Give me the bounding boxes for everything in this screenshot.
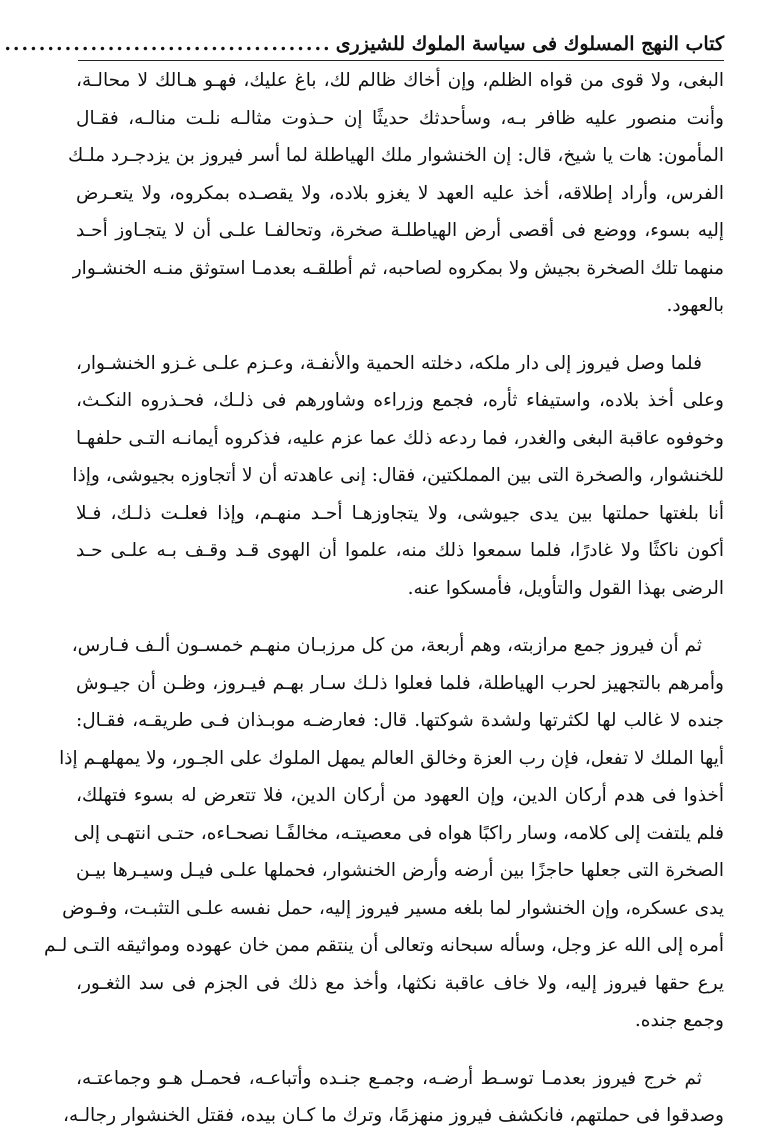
text-line: وأنت منصور عليه ظافر بـه، وسأحدثك حديثًا إن حـذوت مثالـه نلـت منالـه، فقـال: [76, 100, 724, 138]
text-line: الرضى بهذا القول والتأويل، فأمسكوا عنه.: [76, 570, 724, 608]
text-line: منهما تلك الصخرة بجيش ولا بمكروه لصاحبه، ثم أطلقـه بعدمـا استوثق منـه الخنشـوار: [76, 250, 724, 288]
text-line: الصخرة التى جعلها حاجزًا بين أرضه وأرض الخنشوار، فحملها علـى فيـل وسيـرها بيـن: [76, 852, 724, 890]
text-line: وصدقوا فى حملتهم، فانكشف فيروز منهزمًا، وترك ما كـان بيده، فقتل الخنشوار رجالـه،: [76, 1097, 724, 1135]
text-line: جنده لا غالب لها لكثرتها ولشدة شوكتها. قال: فعارضـه موبـذان فـى طريقـه، فقـال:: [76, 702, 724, 740]
text-line: ثم أن فيروز جمع مرازبته، وهم أربعة، من كل مرزبـان منهـم خمسـون ألـف فـارس،: [76, 627, 724, 665]
text-line: وأمرهم بالتجهيز لحرب الهياطلة، فلما فعلوا ذلـك سـار بهـم فيـروز، وظـن أن جيـوش: [76, 665, 724, 703]
text-line: المأمون: هات يا شيخ، قال: إن الخنشوار ملك الهياطلة لما أسر فيروز بن يزدجـرد ملـك: [76, 137, 724, 175]
paragraph-2: [76, 345, 724, 608]
text-line: وجمع جنده.: [76, 1002, 724, 1040]
text-line: وخوفوه عاقبة البغى والغدر، فما ردعه ذلك عما عزم عليه، فذكروه أيمانـه التـى حلفهـا: [76, 420, 724, 458]
text-line: فلم يلتفت إلى كلامه، وسار راكبًا هواه فى معصيتـه، مخالفًـا نصحـاءه، حتـى انتهـى إلى: [76, 815, 724, 853]
text-line: بالعهود.: [76, 287, 724, 325]
paragraph-3: [76, 627, 724, 1040]
text-line: إليه بسوء، ووضع فى أقصى أرض الهياطلـة صخرة، وتحالفـا علـى أن لا يتجـاوز أحـد: [76, 212, 724, 250]
text-line: يدى عسكره، وإن الخنشوار لما بلغه مسير فيروز إليه، حمل نفسه علـى التثبـت، وفـوض: [76, 890, 724, 928]
text-line: ثم خرج فيروز بعدمـا توسـط أرضـه، وجمـع جنـده وأتباعـه، فحمـل هـو وجماعتـه،: [76, 1060, 724, 1098]
text-line: أكون ناكثًا ولا غادرًا، فلما سمعوا ذلك منه، علموا أن الهوى قـد وقـف بـه علـى حـد: [76, 532, 724, 570]
paragraph-4: [76, 1060, 724, 1135]
leader-dots: ......................................: [0, 33, 335, 55]
text-line: أيها الملك لا تفعل، فإن رب العزة وخالق العالم يمهل الملوك على الجـور، ولا يمهلهـم إذا: [76, 740, 724, 778]
text-line: الفرس، وأراد إطلاقه، أخذ عليه العهد لا يغزو بلاده، ولا يقصـده بمكروه، ولا يتعـرض: [76, 175, 724, 213]
running-header: [78, 28, 724, 61]
text-line: البغى، ولا قوى من قواه الظلم، وإن أخاك ظالم لك، باغ عليك، فهـو هـالك لا محالـة،: [76, 62, 724, 100]
text-line: أمره إلى الله عز وجل، وسأله سبحانه وتعالى أن ينتقم ممن خان عهوده ومواثيقه التـى لـم: [76, 927, 724, 965]
text-line: أنا بلغتها حملتها بين يدى جيوشى، ولا يتجاوزهـا أحـد منهـم، وإذا فعلـت ذلـك، فـلا: [76, 495, 724, 533]
text-line: وعلى أخذ بلاده، واستيفاء ثأره، فجمع وزراءه وشاورهم فى ذلـك، فحـذروه النكـث،: [76, 382, 724, 420]
text-line: فلما وصل فيروز إلى دار ملكه، دخلته الحمية والأنفـة، وعـزم علـى غـزو الخنشـوار،: [76, 345, 724, 383]
book-title: كتاب النهج المسلوك فى سياسة الملوك للشيزرى: [336, 33, 724, 55]
text-line: للخنشوار، والصخرة التى بين المملكتين، فقال: إنى عاهدته أن لا أتجاوزه بجيوشى، وإذا: [76, 457, 724, 495]
text-line: أخذوا فى هدم أركان الدين، وإن العهود من أركان الدين، فلا تتعرض له بسوء فتهلك،: [76, 777, 724, 815]
text-line: يرع حقها فيروز إليه، ولا خاف عاقبة نكثها، وأخذ مع ذلك فى الجزم فى سد الثغـور،: [76, 965, 724, 1003]
paragraph-1: [76, 62, 724, 325]
page-body: [76, 62, 724, 1135]
